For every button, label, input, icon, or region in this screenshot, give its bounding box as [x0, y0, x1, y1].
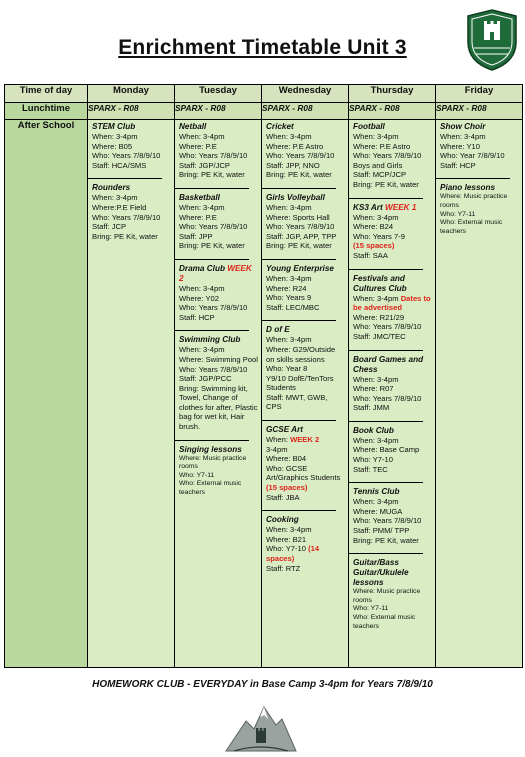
activity-detail: Who: Y7-10: [353, 455, 393, 465]
header-row: [5, 85, 523, 103]
activity-detail: When: 3-4pm: [353, 132, 399, 141]
header-wednesday: Wednesday: [262, 85, 349, 103]
activity-detail: Where:P.E Field: [92, 202, 147, 212]
activity-drama-club: [175, 262, 261, 324]
activity-name: Basketball: [179, 192, 220, 202]
activity-detail: Who: Y7-11: [440, 210, 476, 218]
activity-detail: Staff: JCP: [92, 222, 127, 232]
activity-young-enterprise: [262, 262, 348, 314]
wednesday-column: [262, 120, 349, 668]
lunch-tuesday: SPARX - R08: [175, 103, 262, 120]
lunch-wednesday: SPARX - R08: [262, 103, 349, 120]
activity-divider: [262, 259, 336, 260]
activity-detail: Where: P.E: [179, 141, 217, 151]
when-note: WEEK 2: [290, 435, 320, 445]
activity-detail: Where: B05: [92, 141, 133, 151]
activity-d-of-e: [262, 323, 348, 414]
activity-detail: Staff: TEC: [353, 464, 388, 474]
activity-detail: Who: Y7-11: [353, 605, 389, 613]
activity-show-choir: [436, 120, 522, 172]
activity-detail: Staff: MCP/JCP: [353, 170, 407, 180]
activity-detail: Where: R21/29: [353, 312, 405, 322]
activity-tennis-club: [349, 485, 435, 547]
activity-divider: [349, 198, 423, 199]
activity-detail: Staff: LEC/MBC: [266, 302, 320, 312]
activity-name: GCSE Art: [266, 425, 303, 435]
activity-detail: When: 3-4pm: [266, 132, 312, 141]
activity-name: Singing lessons: [179, 444, 242, 454]
activity-detail: When: 3-4pm: [92, 193, 138, 203]
lunch-row: [5, 103, 523, 120]
activity-detail: Staff: RTZ: [266, 563, 301, 573]
activity-detail: Bring: PE Kit, water: [266, 241, 332, 251]
activity-detail: Who: Year 8: [266, 364, 308, 374]
activity-festivals-and-cultures-club: [349, 272, 435, 344]
activity-detail: Who: Years 7/8/9/10: [353, 322, 422, 332]
activity-ks3-art: [349, 201, 435, 263]
activity-detail: When: 3-4pm: [353, 212, 399, 222]
activity-divider: [262, 188, 336, 189]
activity-detail: Who: External music teachers: [353, 614, 416, 630]
activity-detail: Where: MUGA: [353, 506, 403, 516]
activity-detail: Staff: HCP: [440, 160, 476, 170]
activity-name: Piano lessons: [440, 183, 496, 193]
activity-divider: [175, 188, 249, 189]
lunch-label: Lunchtime: [5, 103, 88, 120]
activity-detail: Who: External music teachers: [179, 480, 242, 497]
activity-name: Drama Club WEEK 2: [179, 263, 252, 283]
activity-detail: When: 3-4pm: [266, 202, 312, 212]
activity-detail: Bring: PE Kit, water: [353, 179, 419, 189]
when-note: Dates to be advertised: [353, 293, 431, 313]
activity-detail: Where: Base Camp: [353, 445, 420, 455]
activity-detail: Who: Years 7/8/9/10: [92, 212, 161, 222]
activity-name: Guitar/Bass Guitar/Ukulele lessons: [353, 558, 409, 588]
activity-detail: Bring: PE Kit, water: [266, 170, 332, 180]
activity-divider: [262, 320, 336, 321]
activity-divider: [88, 178, 162, 179]
activity-detail: Who: Y7-11: [179, 471, 215, 479]
activity-detail: When: 3-4pm: [266, 335, 312, 345]
activity-detail: Who: Years 7/8/9/10: [179, 364, 248, 374]
activity-detail: Who: Years 7/8/9/10: [353, 393, 422, 403]
activity-detail: Boys and Girls: [353, 160, 403, 170]
friday-column: [436, 120, 523, 668]
after-school-row: [5, 120, 523, 668]
activity-detail: When: 3-4pm: [353, 374, 399, 384]
activity-detail: 3-4pm: [266, 444, 288, 454]
spaces-note: (14 spaces): [266, 544, 320, 563]
activity-detail: Who: Years 9: [266, 293, 312, 303]
activity-detail: Who: Years 7/8/9/10: [179, 151, 248, 161]
activity-cooking: [262, 513, 348, 575]
activity-detail: Who: Years 7/8/9/10: [179, 303, 248, 313]
activity-divider: [349, 482, 423, 483]
activity-divider: [175, 259, 249, 260]
activity-stem-club: [88, 120, 174, 172]
activity-detail: Where: P.E: [179, 212, 217, 222]
spaces-note: (15 spaces): [353, 241, 395, 251]
activity-detail: Who: Years 7/8/9/10: [179, 222, 248, 232]
activity-name: Cooking: [266, 515, 299, 525]
activity-detail: Staff: HCA/SMS: [92, 160, 147, 170]
activity-when: When: 3-4pm Dates to be advertised: [353, 293, 431, 313]
activity-detail: Where: P.E Astro: [266, 141, 324, 151]
activity-detail: Staff: JBA: [266, 492, 300, 502]
activity-name: KS3 Art WEEK 1: [353, 202, 417, 212]
header-thursday: Thursday: [349, 85, 436, 103]
activity-detail: Staff: JGP/JCP: [179, 160, 230, 170]
activity-detail: Who: Years 7/8/9/10: [266, 222, 335, 232]
activity-detail: Where: P.E Astro: [353, 141, 411, 151]
activity-name: Book Club: [353, 425, 394, 435]
activity-divider: [262, 420, 336, 421]
activity-netball: [175, 120, 261, 182]
activity-board-games-and-chess: [349, 353, 435, 415]
activity-detail: When: 3-4pm: [266, 273, 312, 283]
header-monday: Monday: [88, 85, 175, 103]
activity-detail: Who: Years 7/8/9/10: [266, 151, 335, 161]
mountain-logo-icon: [224, 697, 298, 753]
activity-guitar-bass-guitar-ukulele-lessons: [349, 556, 435, 633]
activity-book-club: [349, 424, 435, 476]
activity-detail: Where: B04: [266, 454, 307, 464]
activity-name: Tennis Club: [353, 487, 400, 497]
page-title: Enrichment Timetable Unit 3: [118, 36, 407, 59]
activity-gcse-art: [262, 423, 348, 504]
activity-detail: Staff: JPP, NNO: [266, 160, 320, 170]
activity-detail: Where: B24: [353, 222, 394, 232]
activity-detail: Staff: JMC/TEC: [353, 331, 406, 341]
lunch-monday: SPARX - R08: [88, 103, 175, 120]
activity-rounders: [88, 181, 174, 243]
activity-detail: When: 3-4pm: [353, 435, 399, 445]
activity-name: Rounders: [92, 183, 131, 193]
activity-detail: Who: GCSE Art/Graphics Students: [266, 463, 341, 483]
activity-singing-lessons: [175, 443, 261, 500]
activity-detail: When: 3-4pm: [266, 525, 312, 535]
activity-detail: Where: G29/Outside on skills sessions: [266, 344, 336, 364]
activity-detail: Who: Years 7-9: [353, 231, 405, 241]
activity-cricket: [262, 120, 348, 182]
activity-detail: Bring: PE Kit, water: [92, 231, 158, 241]
week-tag: WEEK 2: [179, 263, 252, 283]
activity-name: Cricket: [266, 122, 294, 131]
activity-name: Festivals and Cultures Club: [353, 273, 407, 293]
activity-piano-lessons: [436, 181, 522, 238]
spaces-note: (15 spaces): [266, 483, 308, 493]
activity-detail: Where: Music practice rooms: [179, 454, 247, 471]
lunch-friday: SPARX - R08: [436, 103, 523, 120]
activity-girls-volleyball: [262, 191, 348, 253]
activity-swimming-club: [175, 333, 261, 433]
school-crest-icon: [466, 8, 518, 72]
activity-detail: Where: B21: [266, 534, 307, 544]
activity-detail: Staff: MWT, GWB, CPS: [266, 392, 328, 412]
activity-divider: [175, 440, 249, 441]
activity-divider: [175, 330, 249, 331]
timetable: [4, 84, 523, 668]
activity-detail: Where: Sports Hall: [266, 212, 330, 222]
activity-name: Board Games and Chess: [353, 354, 424, 374]
activity-detail: Bring: PE Kit, water: [353, 535, 419, 545]
activity-name: Football: [353, 122, 385, 131]
activity-detail: When: 3-4pm: [440, 132, 486, 141]
activity-detail: Bring: Swimming kit, Towel, Change of clothes for after, Plastic bag for wet kit, Hair brush.: [179, 383, 258, 432]
activity-detail: Bring: PE Kit, water: [179, 241, 245, 251]
activity-detail: Where: R24: [266, 283, 307, 293]
activity-detail: When: 3-4pm: [353, 497, 399, 507]
activity-divider: [436, 178, 510, 179]
activity-name: Girls Volleyball: [266, 192, 325, 202]
homework-club-footer: HOMEWORK CLUB - EVERYDAY in Base Camp 3-4pm for Years 7/8/9/10: [92, 679, 433, 690]
activity-detail: Y9/10 DofE/TenTors Students: [266, 373, 334, 393]
activity-detail: Where: Y02: [179, 293, 219, 303]
activity-name: D of E: [266, 325, 290, 335]
activity-who: Who: Y7-10 (14 spaces): [266, 544, 320, 563]
activity-name: STEM Club: [92, 122, 136, 131]
activity-detail: Staff: SAA: [353, 250, 388, 260]
activity-detail: Who: External music teachers: [440, 219, 503, 235]
activity-detail: Where: R07: [353, 384, 394, 394]
activity-detail: When: 3-4pm: [179, 132, 225, 141]
activity-detail: When: 3-4pm: [92, 132, 138, 141]
lunch-thursday: SPARX - R08: [349, 103, 436, 120]
activity-detail: Where: Y10: [440, 141, 480, 151]
monday-column: [88, 120, 175, 668]
activity-detail: Who: Years 7/8/9/10: [353, 151, 422, 161]
activity-detail: Where: Swimming Pool: [179, 354, 258, 364]
activity-detail: Staff: JMM: [353, 403, 390, 413]
activity-divider: [349, 553, 423, 554]
activity-detail: When: 3-4pm: [179, 283, 225, 293]
activity-detail: Bring: PE Kit, water: [179, 170, 245, 180]
thursday-column: [349, 120, 436, 668]
activity-detail: Staff: JGP/PCC: [179, 374, 232, 384]
activity-football: [349, 120, 435, 192]
activity-basketball: [175, 191, 261, 253]
activity-name: Netball: [179, 122, 207, 131]
header-time: Time of day: [5, 85, 88, 103]
tuesday-column: [175, 120, 262, 668]
activity-when: When: WEEK 2: [266, 435, 320, 445]
week-tag: WEEK 1: [385, 202, 417, 212]
header-tuesday: Tuesday: [175, 85, 262, 103]
header-friday: Friday: [436, 85, 523, 103]
activity-detail: Staff: HCP: [179, 312, 215, 322]
activity-name: Show Choir: [440, 122, 486, 131]
activity-detail: Who: Year 7/8/9/10: [440, 151, 505, 161]
activity-detail: Staff: JGP, APP, TPP: [266, 231, 337, 241]
activity-divider: [349, 421, 423, 422]
activity-divider: [349, 350, 423, 351]
activity-divider: [262, 510, 336, 511]
activity-detail: Who: Years 7/8/9/10: [353, 516, 422, 526]
activity-detail: Staff: PMM/ TPP: [353, 526, 410, 536]
activity-detail: Staff: JPP: [179, 231, 213, 241]
activity-name: Swimming Club: [179, 335, 241, 345]
activity-name: Young Enterprise: [266, 263, 334, 273]
activity-detail: Who: Years 7/8/9/10: [92, 151, 161, 161]
activity-detail: Where: Music practice rooms: [353, 588, 421, 604]
activity-detail: When: 3-4pm: [179, 345, 225, 355]
activity-detail: Where: Music practice rooms: [440, 193, 508, 209]
after-school-label: After School: [5, 120, 88, 668]
activity-detail: When: 3-4pm: [179, 202, 225, 212]
activity-divider: [349, 269, 423, 270]
